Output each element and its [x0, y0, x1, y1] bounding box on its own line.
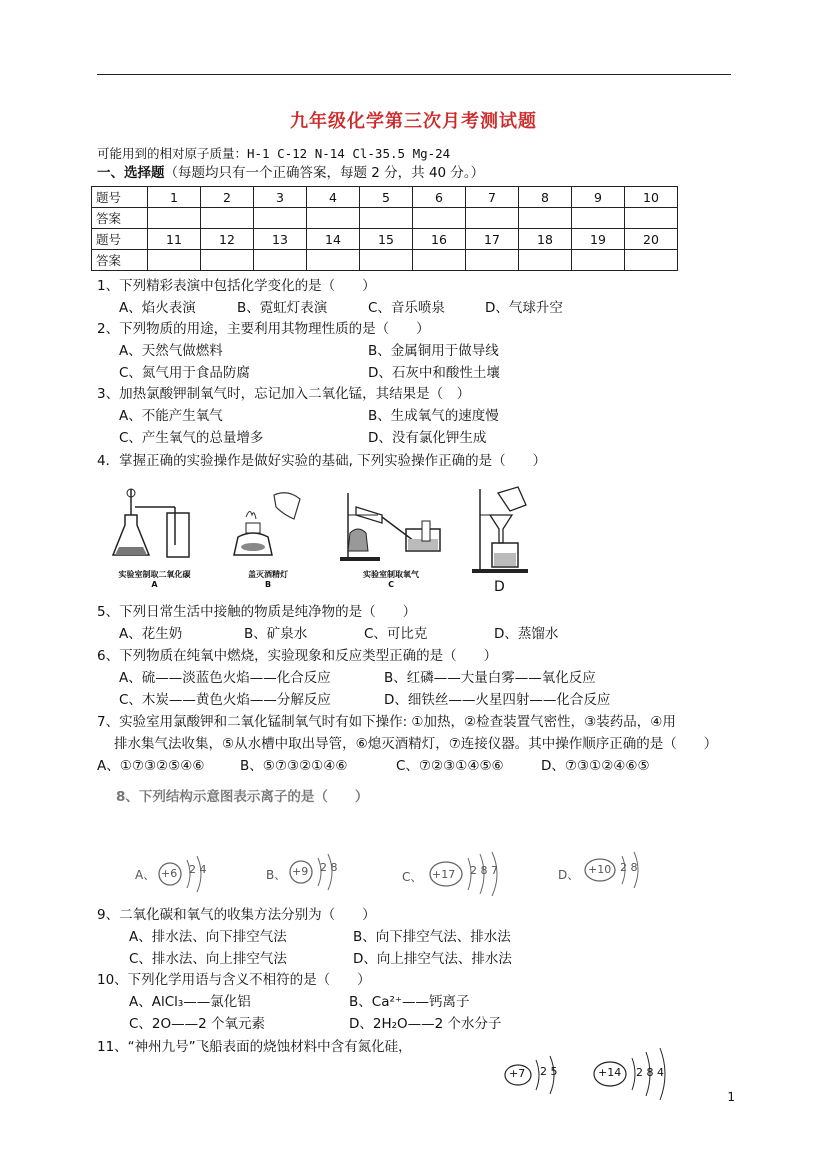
answer-cell[interactable]: [413, 208, 466, 229]
q9-option-d: D、向上排空气法、排水法: [353, 951, 512, 967]
answer-cell[interactable]: [360, 208, 413, 229]
answer-cell[interactable]: [201, 250, 254, 271]
alcohol-lamp-image: [228, 485, 308, 565]
q11-silicon-nucleus: +14: [598, 1066, 622, 1079]
q10-option-d: D、2H₂O——2 个水分子: [349, 1016, 502, 1032]
answer-cell[interactable]: [625, 250, 678, 271]
table-cell: 1: [148, 187, 201, 208]
q2-option-d: D、石灰中和酸性土壤: [368, 365, 500, 381]
header-rule: [97, 74, 731, 75]
q2-option-b: B、金属铜用于做导线: [368, 343, 499, 359]
q10-option-b: B、Ca²⁺——钙离子: [349, 994, 470, 1010]
atomic-masses: 可能用到的相对原子质量：H-1 C-12 N-14 Cl-35.5 Mg-24: [97, 146, 451, 161]
table-cell: 4: [307, 187, 360, 208]
table-cell: 10: [625, 187, 678, 208]
answer-cell[interactable]: [625, 208, 678, 229]
table-cell: 18: [519, 229, 572, 250]
q1-option-d: D、气球升空: [485, 300, 563, 316]
section-heading-label: 一、选择题: [97, 165, 165, 181]
answer-cell[interactable]: [307, 208, 360, 229]
question-8-stem: 8、下列结构示意图表示离子的是（ ）: [116, 789, 369, 805]
q10-option-a: A、AlCl₃——氯化铝: [129, 994, 251, 1010]
q4-figure-c-letter: C: [388, 580, 394, 589]
question-2-stem: 2、下列物质的用途，主要利用其物理性质的是（ ）: [97, 321, 430, 337]
q11-diagram-silicon: [590, 1046, 685, 1102]
q4-figure-a: [107, 485, 202, 590]
table-cell: 15: [360, 229, 413, 250]
q8-option-a-shells: 2 4: [189, 863, 207, 876]
q4-figure-b-caption: 盖灭酒精灯: [248, 570, 288, 579]
answer-cell[interactable]: [466, 208, 519, 229]
q10-option-c: C、2O——2 个氧元素: [129, 1016, 266, 1032]
q3-option-c: C、产生氧气的总量增多: [119, 430, 264, 446]
q3-option-a: A、不能产生氧气: [119, 408, 223, 424]
answer-cell[interactable]: [519, 208, 572, 229]
table-cell: 9: [572, 187, 625, 208]
table-cell: 11: [148, 229, 201, 250]
table-cell: 7: [466, 187, 519, 208]
answer-cell[interactable]: [148, 208, 201, 229]
q4-figure-b-letter: B: [264, 580, 272, 589]
answer-cell[interactable]: [254, 250, 307, 271]
q7-option-d: D、⑦③①②④⑥⑤: [541, 758, 650, 774]
q8-option-a-nucleus: +6: [161, 867, 178, 880]
question-6-stem: 6、下列物质在纯氧中燃烧，实验现象和反应类型正确的是（ ）: [97, 648, 498, 664]
table-row: [92, 229, 678, 250]
q8-option-d-letter: D、: [558, 868, 580, 882]
q5-option-c: C、可比克: [364, 626, 428, 642]
table-row: [92, 187, 678, 208]
table-cell: 20: [625, 229, 678, 250]
table-cell: 12: [201, 229, 254, 250]
q8-option-c-shells: 2 8 7: [470, 864, 498, 877]
question-7-stem-line2: 排水集气法收集，⑤从水槽中取出导管，⑥熄灭酒精灯，⑦连接仪器。其中操作顺序正确的是（ ）: [114, 736, 718, 752]
answer-cell[interactable]: [572, 250, 625, 271]
page-title: 九年级化学第三次月考测试题: [290, 111, 537, 132]
q1-option-a: A、焰火表演: [119, 300, 196, 316]
question-4-stem: 4．掌握正确的实验操作是做好实验的基础, 下列实验操作正确的是（ ）: [97, 453, 547, 469]
q7-option-c: C、⑦②③①④⑤⑥: [396, 758, 504, 774]
answer-cell[interactable]: [254, 208, 307, 229]
table-cell: 14: [307, 229, 360, 250]
q2-option-a: A、天然气做燃料: [119, 343, 223, 359]
q7-option-a: A、①⑦③②⑤④⑥: [97, 758, 205, 774]
table-cell: 6: [413, 187, 466, 208]
q11-nitrogen-shells: 2 5: [540, 1065, 558, 1078]
table-cell: 2: [201, 187, 254, 208]
q9-option-c: C、排水法、向上排空气法: [129, 951, 287, 967]
q6-option-a: A、硫——淡蓝色火焰——化合反应: [119, 670, 331, 686]
q11-diagram-nitrogen: [500, 1050, 580, 1100]
question-1-stem: 1、下列精彩表演中包括化学变化的是（ ）: [97, 278, 376, 294]
q4-figure-c-caption: 实验室制取氧气: [363, 570, 419, 579]
row-label: 题号: [92, 229, 148, 250]
row-label: 答案: [92, 208, 148, 229]
q3-option-d: D、没有氯化钾生成: [368, 430, 487, 446]
q1-option-b: B、霓虹灯表演: [237, 300, 328, 316]
table-cell: 3: [254, 187, 307, 208]
q5-option-d: D、蒸馏水: [494, 626, 559, 642]
page-number: 1: [727, 1090, 735, 1104]
section-heading-note: （每题均只有一个正确答案，每题 2 分，共 40 分。）: [164, 165, 485, 181]
table-cell: 17: [466, 229, 519, 250]
oxygen-apparatus-image: [336, 485, 446, 565]
question-11-stem: 11、“神州九号”飞船表面的烧蚀材料中含有氮化硅，: [97, 1039, 412, 1055]
q9-option-a: A、排水法、向下排空气法: [129, 929, 287, 945]
question-10-stem: 10、下列化学用语与含义不相符的是（ ）: [97, 972, 371, 988]
table-cell: 8: [519, 187, 572, 208]
q1-option-c: C、音乐喷泉: [368, 300, 445, 316]
q8-option-d: [558, 848, 658, 898]
answer-cell[interactable]: [572, 208, 625, 229]
answer-cell[interactable]: [201, 208, 254, 229]
q11-nitrogen-nucleus: +7: [509, 1067, 526, 1080]
section-heading: [97, 164, 484, 182]
q6-option-b: B、红磷——大量白雾——氧化反应: [384, 670, 596, 686]
question-3-stem: 3、加热氯酸钾制氧气时，忘记加入二氧化锰，其结果是（ ）: [97, 386, 471, 402]
q4-figure-d-letter: D: [494, 579, 505, 595]
table-cell: 5: [360, 187, 413, 208]
q8-option-b-shells: 2 8: [320, 861, 338, 874]
answer-cell[interactable]: [466, 250, 519, 271]
answer-cell[interactable]: [307, 250, 360, 271]
q8-option-b-nucleus: +9: [292, 865, 309, 878]
answer-cell[interactable]: [360, 250, 413, 271]
q8-option-c-nucleus: +17: [432, 868, 456, 881]
q9-option-b: B、向下排空气法、排水法: [353, 929, 511, 945]
q8-option-a-letter: A、: [135, 868, 156, 882]
q8-option-c-letter: C、: [402, 870, 423, 884]
q7-option-b: B、⑤⑦③②①④⑥: [240, 758, 348, 774]
q8-option-d-nucleus: +10: [588, 863, 612, 876]
filtration-apparatus-image: [468, 485, 538, 575]
q8-option-d-shells: 2 8: [620, 861, 638, 874]
q6-option-c: C、木炭——黄色火焰——分解反应: [119, 692, 331, 708]
q3-option-b: B、生成氧气的速度慢: [368, 408, 499, 424]
q4-figure-b: [228, 485, 308, 590]
q8-option-c: [402, 848, 512, 898]
answer-cell[interactable]: [148, 250, 201, 271]
row-label: 题号: [92, 187, 148, 208]
q8-option-b-letter: B、: [266, 868, 287, 882]
q8-option-b: [266, 848, 356, 898]
question-9-stem: 9、二氧化碳和氧气的收集方法分别为（ ）: [97, 907, 376, 923]
q8-option-a: [135, 848, 225, 898]
table-cell: 19: [572, 229, 625, 250]
q4-figure-a-letter: A: [151, 580, 158, 589]
co2-apparatus-image: [107, 485, 202, 565]
answer-cell[interactable]: [519, 250, 572, 271]
table-cell: 13: [254, 229, 307, 250]
table-row: [92, 208, 678, 229]
table-row: [92, 250, 678, 271]
q6-option-d: D、细铁丝——火星四射——化合反应: [384, 692, 611, 708]
question-7-stem-line1: 7、实验室用氯酸钾和二氧化锰制氧气时有如下操作: ①加热，②检查装置气密性，③装药品，④用: [97, 714, 676, 730]
q5-option-b: B、矿泉水: [244, 626, 308, 642]
q4-figure-d: [468, 485, 538, 595]
q4-figure-a-caption: 实验室制取二氧化碳: [118, 570, 191, 579]
answer-cell[interactable]: [413, 250, 466, 271]
answer-table: [91, 186, 678, 271]
q4-figure-c: [336, 485, 446, 590]
table-cell: 16: [413, 229, 466, 250]
question-5-stem: 5、下列日常生活中接触的物质是纯净物的是（ ）: [97, 604, 417, 620]
q5-option-a: A、花生奶: [119, 626, 183, 642]
q11-silicon-shells: 2 8 4: [636, 1066, 664, 1079]
q2-option-c: C、氮气用于食品防腐: [119, 365, 250, 381]
row-label: 答案: [92, 250, 148, 271]
